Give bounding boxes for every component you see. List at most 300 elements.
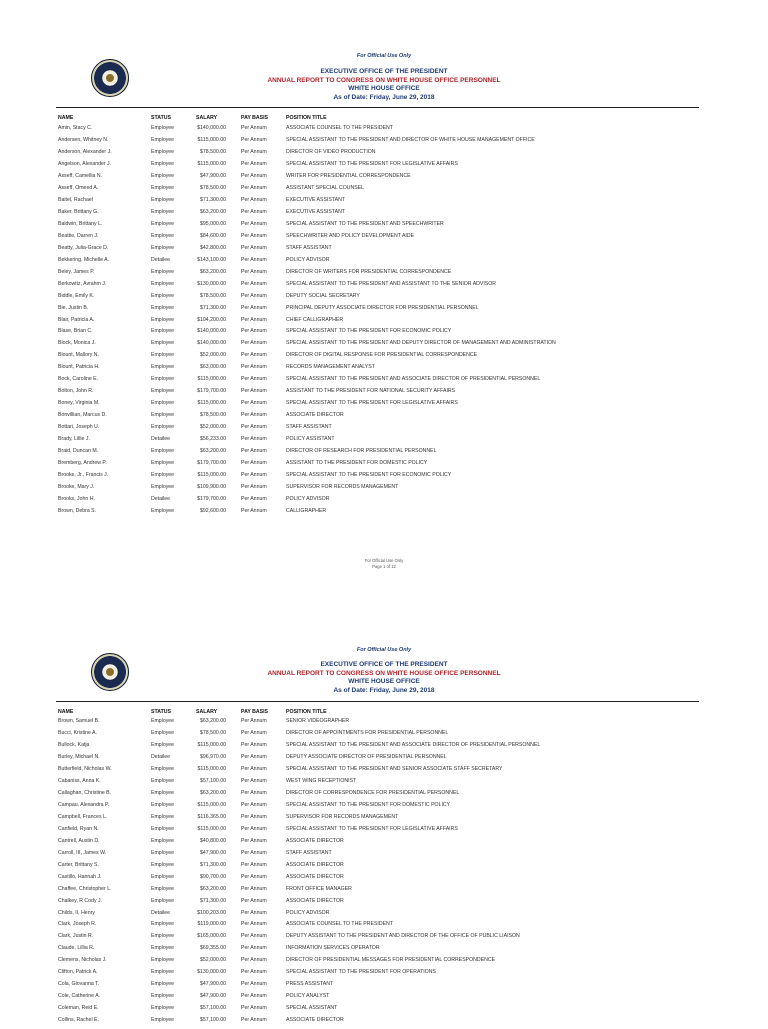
cell-salary: $47,900.00 bbox=[200, 172, 226, 179]
cell-status: Employee bbox=[151, 1017, 175, 1024]
cell-status: Detailee bbox=[151, 909, 171, 916]
cell-pay-basis: Per Annum bbox=[241, 508, 267, 514]
cell-position-title: WEST WING RECEPTIONIST bbox=[286, 777, 357, 784]
cell-status: Employee bbox=[151, 969, 175, 976]
cell-pay-basis: Per Annum bbox=[241, 801, 267, 808]
header-date: As of Date: Friday, June 29, 2018 bbox=[333, 686, 435, 694]
cell-pay-basis: Per Annum bbox=[241, 244, 267, 251]
table-row bbox=[0, 718, 768, 730]
cell-status: Employee bbox=[151, 801, 175, 808]
cell-status: Employee bbox=[151, 220, 175, 227]
cell-pay-basis: Per Annum bbox=[241, 352, 267, 359]
table-row bbox=[0, 173, 768, 185]
cell-status: Employee bbox=[151, 364, 175, 371]
cell-salary: $130,000.00 bbox=[197, 969, 226, 976]
cell-status: Employee bbox=[151, 897, 175, 904]
cell-pay-basis: Per Annum bbox=[241, 256, 267, 263]
report-page-2 bbox=[0, 594, 768, 1024]
cell-pay-basis: Per Annum bbox=[241, 765, 267, 772]
cell-name: Biddle, Emily K. bbox=[58, 292, 95, 299]
col-pay-basis: PAY BASIS bbox=[241, 709, 269, 715]
cell-status: Employee bbox=[151, 328, 175, 335]
cell-salary: $71,300.00 bbox=[200, 897, 226, 904]
cell-salary: $96,970.00 bbox=[200, 753, 226, 760]
cell-pay-basis: Per Annum bbox=[241, 789, 267, 796]
cell-position-title: POLICY ADVISOR bbox=[286, 496, 330, 503]
cell-name: Asseff, Camellia N. bbox=[58, 172, 103, 179]
cell-name: Cabaniss, Anna K. bbox=[58, 777, 101, 784]
cell-position-title: POLICY ANALYST bbox=[286, 993, 330, 1000]
cell-salary: $56,233.00 bbox=[200, 436, 226, 443]
cell-salary: $52,000.00 bbox=[200, 352, 226, 359]
cell-salary: $115,000.00 bbox=[197, 400, 226, 407]
cell-position-title: DIRECTOR OF PRESIDENTIAL MESSAGES FOR PRESIDENTIAL CORRESPONDENCE bbox=[286, 957, 496, 964]
cell-salary: $47,900.00 bbox=[200, 849, 226, 856]
cell-position-title: ASSOCIATE COUNSEL TO THE PRESIDENT bbox=[286, 921, 393, 928]
cell-name: Brooke, Jr., Francis J. bbox=[58, 472, 109, 479]
table-row bbox=[0, 826, 768, 838]
cell-status: Employee bbox=[151, 729, 175, 736]
cell-name: Blase, Brian C. bbox=[58, 328, 93, 335]
cell-name: Clifton, Patrick A. bbox=[58, 969, 98, 976]
table-row bbox=[0, 221, 768, 233]
cell-name: Bolton, John R. bbox=[58, 388, 94, 395]
personnel-table bbox=[0, 718, 768, 1029]
page-footer bbox=[0, 558, 768, 570]
cell-status: Employee bbox=[151, 789, 175, 796]
cell-pay-basis: Per Annum bbox=[241, 388, 267, 395]
table-row bbox=[0, 185, 768, 197]
col-salary: SALARY bbox=[196, 115, 218, 121]
col-salary: SALARY bbox=[196, 709, 218, 715]
cell-pay-basis: Per Annum bbox=[241, 280, 267, 287]
table-row bbox=[0, 352, 768, 364]
cell-salary: $95,000.00 bbox=[200, 220, 226, 227]
cell-position-title: WRITER FOR PRESIDENTIAL CORRESPONDENCE bbox=[286, 172, 411, 179]
cell-status: Employee bbox=[151, 352, 175, 359]
cell-salary: $104,200.00 bbox=[197, 316, 226, 323]
cell-position-title: EXECUTIVE ASSISTANT bbox=[286, 196, 345, 203]
cell-pay-basis: Per Annum bbox=[241, 933, 267, 940]
cell-position-title: DEPUTY SOCIAL SECRETARY bbox=[286, 292, 360, 299]
cell-position-title: SPECIAL ASSISTANT TO THE PRESIDENT AND ASSISTANT TO THE SENIOR ADVISOR bbox=[286, 280, 497, 287]
cell-position-title: ASSOCIATE DIRECTOR bbox=[286, 412, 344, 419]
cell-salary: $143,100.00 bbox=[197, 256, 226, 263]
cell-status: Employee bbox=[151, 148, 175, 155]
table-row bbox=[0, 257, 768, 269]
cell-salary: $78,500.00 bbox=[200, 292, 226, 299]
table-row bbox=[0, 233, 768, 245]
cell-salary: $63,200.00 bbox=[200, 718, 226, 724]
cell-position-title: FRONT OFFICE MANAGER bbox=[286, 885, 352, 892]
cell-status: Employee bbox=[151, 813, 175, 820]
cell-status: Employee bbox=[151, 136, 175, 143]
table-row bbox=[0, 161, 768, 173]
cell-pay-basis: Per Annum bbox=[241, 268, 267, 275]
cell-pay-basis: Per Annum bbox=[241, 148, 267, 155]
cell-status: Employee bbox=[151, 765, 175, 772]
cell-pay-basis: Per Annum bbox=[241, 232, 267, 239]
cell-name: Bottari, Joseph U. bbox=[58, 424, 100, 431]
cell-position-title: POLICY ADVISOR bbox=[286, 909, 330, 916]
cell-name: Beley, James P. bbox=[58, 268, 95, 275]
table-row bbox=[0, 862, 768, 874]
cell-position-title: DIRECTOR OF VIDEO PRODUCTION bbox=[286, 148, 376, 155]
cell-position-title: DIRECTOR OF APPOINTMENTS FOR PRESIDENTIAL PERSONNEL bbox=[286, 729, 449, 736]
cell-name: Blair, Patricia A. bbox=[58, 316, 95, 323]
cell-pay-basis: Per Annum bbox=[241, 909, 267, 916]
cell-name: Childs, II, Henry bbox=[58, 909, 95, 916]
cell-name: Cole, Catherine A. bbox=[58, 993, 101, 1000]
cell-position-title: SPECIAL ASSISTANT TO THE PRESIDENT AND DIRECTOR OF WHITE HOUSE MANAGEMENT OFFICE bbox=[286, 136, 535, 143]
cell-status: Employee bbox=[151, 861, 175, 868]
cell-name: Bremberg, Andrew P. bbox=[58, 460, 107, 467]
cell-pay-basis: Per Annum bbox=[241, 921, 267, 928]
cell-name: Clark, Justin R. bbox=[58, 933, 94, 940]
cell-salary: $116,365.00 bbox=[197, 813, 226, 820]
table-row bbox=[0, 838, 768, 850]
cell-position-title: ASSISTANT TO THE PRESIDENT FOR NATIONAL SECURITY AFFAIRS bbox=[286, 388, 456, 395]
cell-status: Employee bbox=[151, 208, 175, 215]
cell-position-title: SPECIAL ASSISTANT TO THE PRESIDENT FOR LEGISLATIVE AFFAIRS bbox=[286, 160, 458, 167]
table-row bbox=[0, 957, 768, 969]
cell-status: Employee bbox=[151, 304, 175, 311]
cell-position-title: SUPERVISOR FOR RECORDS MANAGEMENT bbox=[286, 813, 399, 820]
table-row bbox=[0, 945, 768, 957]
cell-position-title: DIRECTOR OF DIGITAL RESPONSE FOR PRESIDENTIAL CORRESPONDENCE bbox=[286, 352, 478, 359]
cell-status: Detailee bbox=[151, 436, 171, 443]
cell-pay-basis: Per Annum bbox=[241, 813, 267, 820]
cell-position-title: ASSOCIATE DIRECTOR bbox=[286, 1017, 344, 1024]
table-row bbox=[0, 778, 768, 790]
cell-status: Employee bbox=[151, 232, 175, 239]
cell-status: Employee bbox=[151, 280, 175, 287]
table-row bbox=[0, 921, 768, 933]
cell-status: Employee bbox=[151, 316, 175, 323]
table-row bbox=[0, 245, 768, 257]
cell-status: Employee bbox=[151, 777, 175, 784]
cell-name: Cola, Giovanna T. bbox=[58, 981, 100, 988]
cell-status: Detailee bbox=[151, 753, 171, 760]
cell-position-title: SPECIAL ASSISTANT TO THE PRESIDENT FOR LEGISLATIVE AFFAIRS bbox=[286, 400, 458, 407]
header-office: EXECUTIVE OFFICE OF THE PRESIDENT bbox=[320, 661, 448, 668]
cell-salary: $63,200.00 bbox=[200, 268, 226, 275]
table-row bbox=[0, 910, 768, 922]
cell-salary: $63,200.00 bbox=[200, 448, 226, 455]
cell-position-title: DIRECTOR OF WRITERS FOR PRESIDENTIAL CORRESPONDENCE bbox=[286, 268, 452, 275]
cell-position-title: DIRECTOR OF CORRESPONDENCE FOR PRESIDENTIAL PERSONNEL bbox=[286, 789, 460, 796]
cell-position-title: INFORMATION SERVICES OPERATOR bbox=[286, 945, 380, 952]
table-row bbox=[0, 754, 768, 766]
cell-status: Employee bbox=[151, 376, 175, 383]
report-header bbox=[0, 661, 768, 695]
cell-salary: $52,000.00 bbox=[200, 424, 226, 431]
cell-status: Employee bbox=[151, 424, 175, 431]
cell-name: Cantrell, Austin D. bbox=[58, 837, 100, 844]
cell-salary: $69,355.00 bbox=[200, 945, 226, 952]
cell-salary: $140,000.00 bbox=[197, 328, 226, 335]
cell-position-title: SPECIAL ASSISTANT TO THE PRESIDENT FOR DOMESTIC POLICY bbox=[286, 801, 451, 808]
table-row bbox=[0, 802, 768, 814]
cell-pay-basis: Per Annum bbox=[241, 873, 267, 880]
cell-position-title: SPECIAL ASSISTANT TO THE PRESIDENT AND SENIOR ASSOCIATE STAFF SECRETARY bbox=[286, 765, 503, 772]
cell-status: Employee bbox=[151, 945, 175, 952]
cell-name: Amin, Stacy C. bbox=[58, 125, 93, 131]
cell-position-title: SPECIAL ASSISTANT TO THE PRESIDENT AND DEPUTY DIRECTOR OF MANAGEMENT AND ADMINISTRATION bbox=[286, 340, 556, 347]
cell-status: Employee bbox=[151, 412, 175, 419]
cell-pay-basis: Per Annum bbox=[241, 753, 267, 760]
cell-name: Carter, Brittany S. bbox=[58, 861, 99, 868]
cell-name: Andersen, Whitney N. bbox=[58, 136, 109, 143]
cell-pay-basis: Per Annum bbox=[241, 993, 267, 1000]
col-pay-basis: PAY BASIS bbox=[241, 115, 269, 121]
table-row bbox=[0, 340, 768, 352]
report-header bbox=[0, 68, 768, 102]
table-row bbox=[0, 149, 768, 161]
cell-name: Blount, Patricia H. bbox=[58, 364, 100, 371]
table-row bbox=[0, 412, 768, 424]
cell-position-title: ASSOCIATE DIRECTOR bbox=[286, 861, 344, 868]
table-row bbox=[0, 933, 768, 945]
table-row bbox=[0, 886, 768, 898]
cell-position-title: STAFF ASSISTANT bbox=[286, 424, 332, 431]
cell-salary: $63,200.00 bbox=[200, 885, 226, 892]
cell-pay-basis: Per Annum bbox=[241, 424, 267, 431]
cell-position-title: SPECIAL ASSISTANT TO THE PRESIDENT FOR LEGISLATIVE AFFAIRS bbox=[286, 825, 458, 832]
table-row bbox=[0, 448, 768, 460]
cell-salary: $47,900.00 bbox=[200, 981, 226, 988]
cell-name: Anderson, Alexander J. bbox=[58, 148, 112, 155]
cell-salary: $92,600.00 bbox=[200, 508, 226, 514]
table-row bbox=[0, 328, 768, 340]
col-status: STATUS bbox=[151, 115, 171, 121]
cell-name: Bekkering, Michelle A. bbox=[58, 256, 110, 263]
table-row bbox=[0, 281, 768, 293]
cell-position-title: ASSOCIATE DIRECTOR bbox=[286, 897, 344, 904]
cell-status: Employee bbox=[151, 160, 175, 167]
table-row bbox=[0, 269, 768, 281]
cell-salary: $71,300.00 bbox=[200, 304, 226, 311]
cell-pay-basis: Per Annum bbox=[241, 184, 267, 191]
header-rule bbox=[56, 107, 699, 108]
cell-name: Blount, Mallory N. bbox=[58, 352, 99, 359]
cell-position-title: ASSISTANT TO THE PRESIDENT FOR DOMESTIC POLICY bbox=[286, 460, 428, 467]
cell-salary: $78,500.00 bbox=[200, 148, 226, 155]
cell-name: Bullock, Katja bbox=[58, 741, 90, 748]
table-row bbox=[0, 364, 768, 376]
table-row bbox=[0, 898, 768, 910]
cell-pay-basis: Per Annum bbox=[241, 460, 267, 467]
cell-salary: $179,700.00 bbox=[197, 496, 226, 503]
table-row bbox=[0, 400, 768, 412]
col-position-title: POSITION TITLE bbox=[286, 115, 327, 121]
cell-pay-basis: Per Annum bbox=[241, 220, 267, 227]
table-row bbox=[0, 484, 768, 496]
cell-salary: $71,300.00 bbox=[200, 861, 226, 868]
table-row bbox=[0, 730, 768, 742]
cell-pay-basis: Per Annum bbox=[241, 304, 267, 311]
cell-name: Brown, Debra S. bbox=[58, 508, 97, 514]
cell-pay-basis: Per Annum bbox=[241, 448, 267, 455]
cell-position-title: DEPUTY ASSISTANT TO THE PRESIDENT AND DIRECTOR OF THE OFFICE OF PUBLIC LIAISON bbox=[286, 933, 520, 940]
cell-position-title: DEPUTY ASSOCIATE DIRECTOR OF PRESIDENTIAL PERSONNEL bbox=[286, 753, 447, 760]
header-rule bbox=[56, 701, 699, 702]
cell-status: Employee bbox=[151, 268, 175, 275]
cell-position-title: POLICY ASSISTANT bbox=[286, 436, 335, 443]
cell-position-title: POLICY ADVISOR bbox=[286, 256, 330, 263]
cell-salary: $57,100.00 bbox=[200, 1005, 226, 1012]
cell-position-title: SPECIAL ASSISTANT TO THE PRESIDENT FOR ECONOMIC POLICY bbox=[286, 328, 452, 335]
cell-salary: $57,100.00 bbox=[200, 1017, 226, 1024]
cell-status: Employee bbox=[151, 172, 175, 179]
cell-pay-basis: Per Annum bbox=[241, 825, 267, 832]
cell-status: Employee bbox=[151, 837, 175, 844]
cell-pay-basis: Per Annum bbox=[241, 1005, 267, 1012]
col-name: NAME bbox=[58, 115, 74, 121]
cell-name: Chaffee, Christopher L. bbox=[58, 885, 112, 892]
cell-salary: $71,300.00 bbox=[200, 196, 226, 203]
official-use-banner: For Official Use Only bbox=[356, 53, 412, 59]
table-row bbox=[0, 766, 768, 778]
cell-position-title: STAFF ASSISTANT bbox=[286, 849, 332, 856]
cell-position-title: SUPERVISOR FOR RECORDS MANAGEMENT bbox=[286, 484, 399, 491]
cell-pay-basis: Per Annum bbox=[241, 861, 267, 868]
cell-status: Employee bbox=[151, 388, 175, 395]
cell-name: Asseff, Omeed A. bbox=[58, 184, 99, 191]
cell-pay-basis: Per Annum bbox=[241, 292, 267, 299]
cell-name: Beattie, Darren J. bbox=[58, 232, 99, 239]
cell-salary: $179,700.00 bbox=[197, 388, 226, 395]
cell-status: Employee bbox=[151, 184, 175, 191]
cell-salary: $78,500.00 bbox=[200, 729, 226, 736]
cell-status: Employee bbox=[151, 933, 175, 940]
cell-status: Employee bbox=[151, 196, 175, 203]
cell-salary: $115,000.00 bbox=[197, 741, 226, 748]
cell-name: Baker, Brittany G. bbox=[58, 208, 99, 215]
cell-name: Clark, Joseph R. bbox=[58, 921, 97, 928]
cell-position-title: PRINCIPAL DEPUTY ASSOCIATE DIRECTOR FOR PRESIDENTIAL PERSONNEL bbox=[286, 304, 479, 311]
col-name: NAME bbox=[58, 709, 74, 715]
cell-position-title: STAFF ASSISTANT bbox=[286, 244, 332, 251]
cell-salary: $140,000.00 bbox=[197, 340, 226, 347]
cell-position-title: PRESS ASSISTANT bbox=[286, 981, 334, 988]
table-row bbox=[0, 317, 768, 329]
table-row bbox=[0, 850, 768, 862]
cell-salary: $115,000.00 bbox=[197, 765, 226, 772]
cell-salary: $140,000.00 bbox=[197, 125, 226, 131]
cell-salary: $165,000.00 bbox=[197, 933, 226, 940]
table-row bbox=[0, 305, 768, 317]
header-department: WHITE HOUSE OFFICE bbox=[348, 85, 420, 93]
cell-name: Bock, Caroline E. bbox=[58, 376, 99, 383]
cell-status: Employee bbox=[151, 885, 175, 892]
cell-salary: $78,500.00 bbox=[200, 412, 226, 419]
footer-page-number: Page 1 of 12 bbox=[372, 564, 396, 569]
cell-status: Employee bbox=[151, 1005, 175, 1012]
cell-salary: $115,000.00 bbox=[197, 825, 226, 832]
cell-pay-basis: Per Annum bbox=[241, 364, 267, 371]
cell-name: Canfield, Ryan N. bbox=[58, 825, 99, 832]
cell-position-title: CALLIGRAPHER bbox=[286, 508, 327, 514]
cell-name: Castillo, Hannah J. bbox=[58, 873, 102, 880]
cell-status: Employee bbox=[151, 460, 175, 467]
table-row bbox=[0, 508, 768, 520]
cell-status: Employee bbox=[151, 340, 175, 347]
cell-pay-basis: Per Annum bbox=[241, 340, 267, 347]
cell-status: Employee bbox=[151, 921, 175, 928]
column-headers bbox=[0, 709, 768, 717]
table-row bbox=[0, 376, 768, 388]
cell-salary: $63,200.00 bbox=[200, 208, 226, 215]
cell-name: Campau, Alexandra P. bbox=[58, 801, 110, 808]
cell-status: Employee bbox=[151, 400, 175, 407]
cell-pay-basis: Per Annum bbox=[241, 945, 267, 952]
cell-salary: $40,800.00 bbox=[200, 837, 226, 844]
cell-name: Callaghan, Christine B. bbox=[58, 789, 112, 796]
cell-status: Employee bbox=[151, 292, 175, 299]
col-position-title: POSITION TITLE bbox=[286, 709, 327, 715]
cell-name: Berkowitz, Avrahm J. bbox=[58, 280, 107, 287]
cell-pay-basis: Per Annum bbox=[241, 741, 267, 748]
cell-name: Bucci, Kristine A. bbox=[58, 729, 97, 736]
table-row bbox=[0, 209, 768, 221]
cell-salary: $115,000.00 bbox=[197, 136, 226, 143]
cell-salary: $179,700.00 bbox=[197, 460, 226, 467]
table-row bbox=[0, 137, 768, 149]
table-row bbox=[0, 293, 768, 305]
cell-position-title: SPECIAL ASSISTANT TO THE PRESIDENT AND ASSOCIATE DIRECTOR OF PRESIDENTIAL PERSONNEL bbox=[286, 376, 541, 383]
cell-status: Employee bbox=[151, 508, 175, 514]
cell-pay-basis: Per Annum bbox=[241, 885, 267, 892]
cell-salary: $78,500.00 bbox=[200, 184, 226, 191]
cell-position-title: ASSISTANT SPECIAL COUNSEL bbox=[286, 184, 365, 191]
table-row bbox=[0, 472, 768, 484]
cell-name: Brady, Lillie J. bbox=[58, 436, 90, 443]
cell-salary: $90,700.00 bbox=[200, 873, 226, 880]
cell-pay-basis: Per Annum bbox=[241, 400, 267, 407]
cell-salary: $115,000.00 bbox=[197, 160, 226, 167]
cell-status: Employee bbox=[151, 825, 175, 832]
cell-pay-basis: Per Annum bbox=[241, 1017, 267, 1024]
cell-status: Employee bbox=[151, 718, 175, 724]
cell-name: Brooke, Mary J. bbox=[58, 484, 95, 491]
table-row bbox=[0, 874, 768, 886]
cell-status: Employee bbox=[151, 448, 175, 455]
cell-name: Claude, Lillia R. bbox=[58, 945, 95, 952]
cell-status: Employee bbox=[151, 873, 175, 880]
cell-pay-basis: Per Annum bbox=[241, 484, 267, 491]
cell-pay-basis: Per Annum bbox=[241, 777, 267, 784]
table-row bbox=[0, 460, 768, 472]
cell-pay-basis: Per Annum bbox=[241, 472, 267, 479]
cell-pay-basis: Per Annum bbox=[241, 208, 267, 215]
table-row bbox=[0, 969, 768, 981]
cell-pay-basis: Per Annum bbox=[241, 376, 267, 383]
cell-pay-basis: Per Annum bbox=[241, 981, 267, 988]
cell-name: Carroll, III, James W. bbox=[58, 849, 107, 856]
cell-name: Block, Monica J. bbox=[58, 340, 96, 347]
cell-pay-basis: Per Annum bbox=[241, 316, 267, 323]
cell-salary: $115,000.00 bbox=[197, 801, 226, 808]
header-date: As of Date: Friday, June 29, 2018 bbox=[333, 93, 435, 101]
header-report-title: ANNUAL REPORT TO CONGRESS ON WHITE HOUSE OFFICE PERSONNEL bbox=[267, 76, 501, 84]
cell-pay-basis: Per Annum bbox=[241, 136, 267, 143]
cell-salary: $130,000.00 bbox=[197, 280, 226, 287]
cell-status: Employee bbox=[151, 981, 175, 988]
cell-name: Chalkey, R Cody J. bbox=[58, 897, 103, 904]
cell-name: Brown, Samuel B. bbox=[58, 718, 100, 724]
cell-status: Employee bbox=[151, 472, 175, 479]
